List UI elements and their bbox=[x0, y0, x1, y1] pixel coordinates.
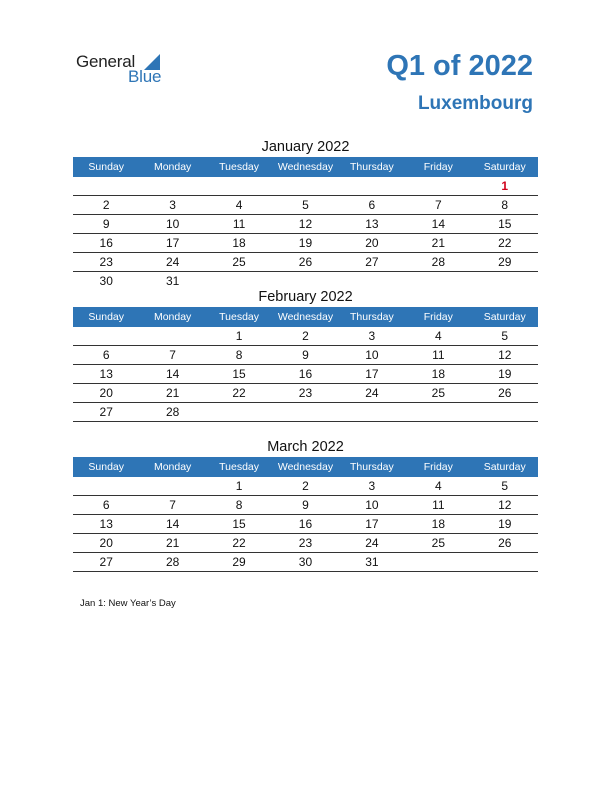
day-cell: 29 bbox=[498, 255, 512, 269]
day-cell: 23 bbox=[298, 386, 313, 400]
day-cell: 18 bbox=[232, 236, 246, 250]
day-cell: 1 bbox=[235, 329, 243, 343]
weekday-monday: Monday bbox=[153, 311, 192, 323]
day-cell: 11 bbox=[432, 498, 445, 512]
day-cell: 11 bbox=[232, 217, 246, 231]
day-cell bbox=[206, 403, 272, 421]
weekday-sunday: Sunday bbox=[88, 311, 125, 323]
day-cell: 25 bbox=[431, 386, 445, 400]
day-cell: 5 bbox=[302, 198, 309, 212]
day-cell: 10 bbox=[365, 348, 379, 362]
day-cell: 25 bbox=[232, 255, 246, 269]
day-cell: 26 bbox=[498, 536, 512, 550]
day-cell-holiday: 1 bbox=[501, 179, 509, 193]
holiday-note: Jan 1: New Year’s Day bbox=[80, 598, 176, 609]
day-cell: 4 bbox=[434, 329, 442, 343]
weekday-monday: Monday bbox=[153, 161, 192, 173]
weekday-tuesday: Tuesday bbox=[219, 161, 259, 173]
day-cell: 24 bbox=[365, 386, 379, 400]
day-cell: 14 bbox=[431, 217, 445, 231]
month-calendar-february bbox=[73, 287, 538, 422]
day-cell bbox=[272, 177, 338, 195]
week-row bbox=[73, 365, 538, 384]
day-cell bbox=[339, 403, 405, 421]
day-cell: 21 bbox=[431, 236, 445, 250]
day-cell bbox=[139, 327, 205, 345]
day-cell: 8 bbox=[235, 498, 243, 512]
week-row bbox=[73, 403, 538, 422]
day-cell: 16 bbox=[99, 236, 113, 250]
week-row bbox=[73, 196, 538, 215]
day-cell: 27 bbox=[99, 555, 113, 569]
day-cell: 6 bbox=[368, 198, 376, 212]
week-row bbox=[73, 253, 538, 272]
day-cell: 3 bbox=[169, 198, 176, 212]
day-cell: 31 bbox=[165, 274, 180, 288]
day-cell bbox=[139, 477, 205, 495]
weekday-header bbox=[73, 307, 538, 327]
day-cell: 24 bbox=[165, 255, 180, 269]
weekday-saturday: Saturday bbox=[483, 311, 526, 323]
day-cell: 28 bbox=[165, 405, 180, 419]
day-cell: 13 bbox=[99, 517, 113, 531]
day-cell: 18 bbox=[431, 517, 445, 531]
weekday-tuesday: Tuesday bbox=[219, 461, 259, 473]
day-cell bbox=[405, 177, 471, 195]
day-cell bbox=[73, 477, 139, 495]
day-cell: 3 bbox=[368, 479, 376, 493]
day-cell: 8 bbox=[501, 198, 509, 212]
weekday-tuesday: Tuesday bbox=[219, 311, 259, 323]
day-cell: 2 bbox=[102, 198, 110, 212]
day-cell: 19 bbox=[498, 367, 512, 381]
page-title: Q1 of 2022 bbox=[386, 50, 533, 82]
logo-word-general: General bbox=[76, 52, 136, 71]
day-cell bbox=[339, 177, 405, 195]
weekday-wednesday: Wednesday bbox=[277, 311, 334, 323]
day-cell: 20 bbox=[99, 536, 113, 550]
day-cell: 30 bbox=[99, 274, 113, 288]
day-cell: 13 bbox=[365, 217, 379, 231]
day-cell: 17 bbox=[365, 367, 379, 381]
day-cell: 20 bbox=[99, 386, 113, 400]
day-cell: 4 bbox=[235, 198, 243, 212]
day-cell: 14 bbox=[165, 367, 180, 381]
day-cell: 7 bbox=[169, 348, 176, 362]
week-row bbox=[73, 534, 538, 553]
day-cell: 25 bbox=[431, 536, 445, 550]
day-cell bbox=[73, 327, 139, 345]
day-cell: 4 bbox=[434, 479, 442, 493]
weekday-sunday: Sunday bbox=[88, 161, 125, 173]
country-name: Luxembourg bbox=[417, 93, 533, 114]
day-cell: 26 bbox=[498, 386, 512, 400]
day-cell: 6 bbox=[102, 498, 110, 512]
day-cell: 16 bbox=[298, 517, 313, 531]
week-row bbox=[73, 515, 538, 534]
weekday-friday: Friday bbox=[423, 461, 453, 473]
day-cell: 15 bbox=[498, 217, 512, 231]
day-cell: 23 bbox=[99, 255, 113, 269]
week-row bbox=[73, 553, 538, 572]
weekday-thursday: Thursday bbox=[350, 161, 394, 173]
month-title: February 2022 bbox=[258, 289, 353, 305]
day-cell: 3 bbox=[368, 329, 376, 343]
day-cell bbox=[472, 553, 538, 571]
day-cell: 8 bbox=[235, 348, 243, 362]
day-cell: 21 bbox=[165, 536, 180, 550]
day-cell: 27 bbox=[365, 255, 379, 269]
day-cell: 5 bbox=[501, 479, 509, 493]
day-cell: 13 bbox=[99, 367, 113, 381]
weekday-thursday: Thursday bbox=[350, 311, 394, 323]
day-cell: 19 bbox=[498, 517, 512, 531]
week-row bbox=[73, 496, 538, 515]
day-cell: 7 bbox=[434, 198, 442, 212]
day-cell bbox=[139, 177, 205, 195]
weekday-header bbox=[73, 157, 538, 177]
weekday-saturday: Saturday bbox=[483, 161, 526, 173]
day-cell: 24 bbox=[365, 536, 379, 550]
day-cell: 2 bbox=[302, 329, 309, 343]
day-cell: 10 bbox=[165, 217, 180, 231]
day-cell: 12 bbox=[498, 348, 512, 362]
day-cell: 30 bbox=[298, 555, 313, 569]
day-cell: 7 bbox=[169, 498, 176, 512]
day-cell: 12 bbox=[498, 498, 512, 512]
weekday-wednesday: Wednesday bbox=[277, 161, 334, 173]
week-row bbox=[73, 384, 538, 403]
day-cell: 21 bbox=[165, 386, 180, 400]
weekday-header bbox=[73, 457, 538, 477]
day-cell bbox=[472, 403, 538, 421]
weekday-monday: Monday bbox=[153, 461, 192, 473]
day-cell: 9 bbox=[302, 498, 309, 512]
day-cell: 9 bbox=[102, 217, 110, 231]
day-cell: 6 bbox=[102, 348, 110, 362]
day-cell: 9 bbox=[302, 348, 309, 362]
day-cell: 16 bbox=[298, 367, 313, 381]
weekday-friday: Friday bbox=[423, 161, 453, 173]
day-cell bbox=[405, 553, 471, 571]
weekday-sunday: Sunday bbox=[88, 461, 125, 473]
day-cell bbox=[272, 403, 338, 421]
day-cell: 17 bbox=[365, 517, 379, 531]
weekday-thursday: Thursday bbox=[350, 461, 394, 473]
day-cell: 23 bbox=[298, 536, 313, 550]
generalblue-logo bbox=[76, 52, 186, 92]
day-cell: 15 bbox=[232, 367, 246, 381]
day-cell: 28 bbox=[165, 555, 180, 569]
day-cell: 20 bbox=[365, 236, 379, 250]
weekday-friday: Friday bbox=[423, 311, 453, 323]
day-cell: 28 bbox=[431, 255, 445, 269]
day-cell: 19 bbox=[298, 236, 313, 250]
day-cell: 2 bbox=[302, 479, 309, 493]
day-cell: 26 bbox=[298, 255, 313, 269]
day-cell: 5 bbox=[501, 329, 509, 343]
month-title: March 2022 bbox=[267, 439, 344, 455]
day-cell: 29 bbox=[232, 555, 246, 569]
week-row bbox=[73, 327, 538, 346]
day-cell: 22 bbox=[232, 386, 246, 400]
day-cell: 31 bbox=[365, 555, 379, 569]
day-cell: 12 bbox=[298, 217, 313, 231]
day-cell: 17 bbox=[165, 236, 180, 250]
week-row bbox=[73, 234, 538, 253]
day-cell bbox=[405, 403, 471, 421]
week-row bbox=[73, 215, 538, 234]
week-row bbox=[73, 346, 538, 365]
day-cell: 15 bbox=[232, 517, 246, 531]
day-cell bbox=[206, 177, 272, 195]
day-cell: 18 bbox=[431, 367, 445, 381]
weekday-wednesday: Wednesday bbox=[277, 461, 334, 473]
day-cell: 10 bbox=[365, 498, 379, 512]
logo-word-blue: Blue bbox=[128, 67, 162, 86]
day-cell: 27 bbox=[99, 405, 113, 419]
day-cell: 22 bbox=[232, 536, 246, 550]
day-cell: 11 bbox=[432, 348, 445, 362]
day-cell: 1 bbox=[235, 479, 243, 493]
week-row bbox=[73, 477, 538, 496]
day-cell bbox=[73, 177, 139, 195]
day-cell: 14 bbox=[165, 517, 180, 531]
weekday-saturday: Saturday bbox=[483, 461, 526, 473]
month-calendar-january bbox=[73, 137, 538, 290]
week-row bbox=[73, 177, 538, 196]
day-cell: 22 bbox=[498, 236, 512, 250]
month-calendar-march bbox=[73, 437, 538, 572]
month-title: January 2022 bbox=[261, 139, 350, 155]
